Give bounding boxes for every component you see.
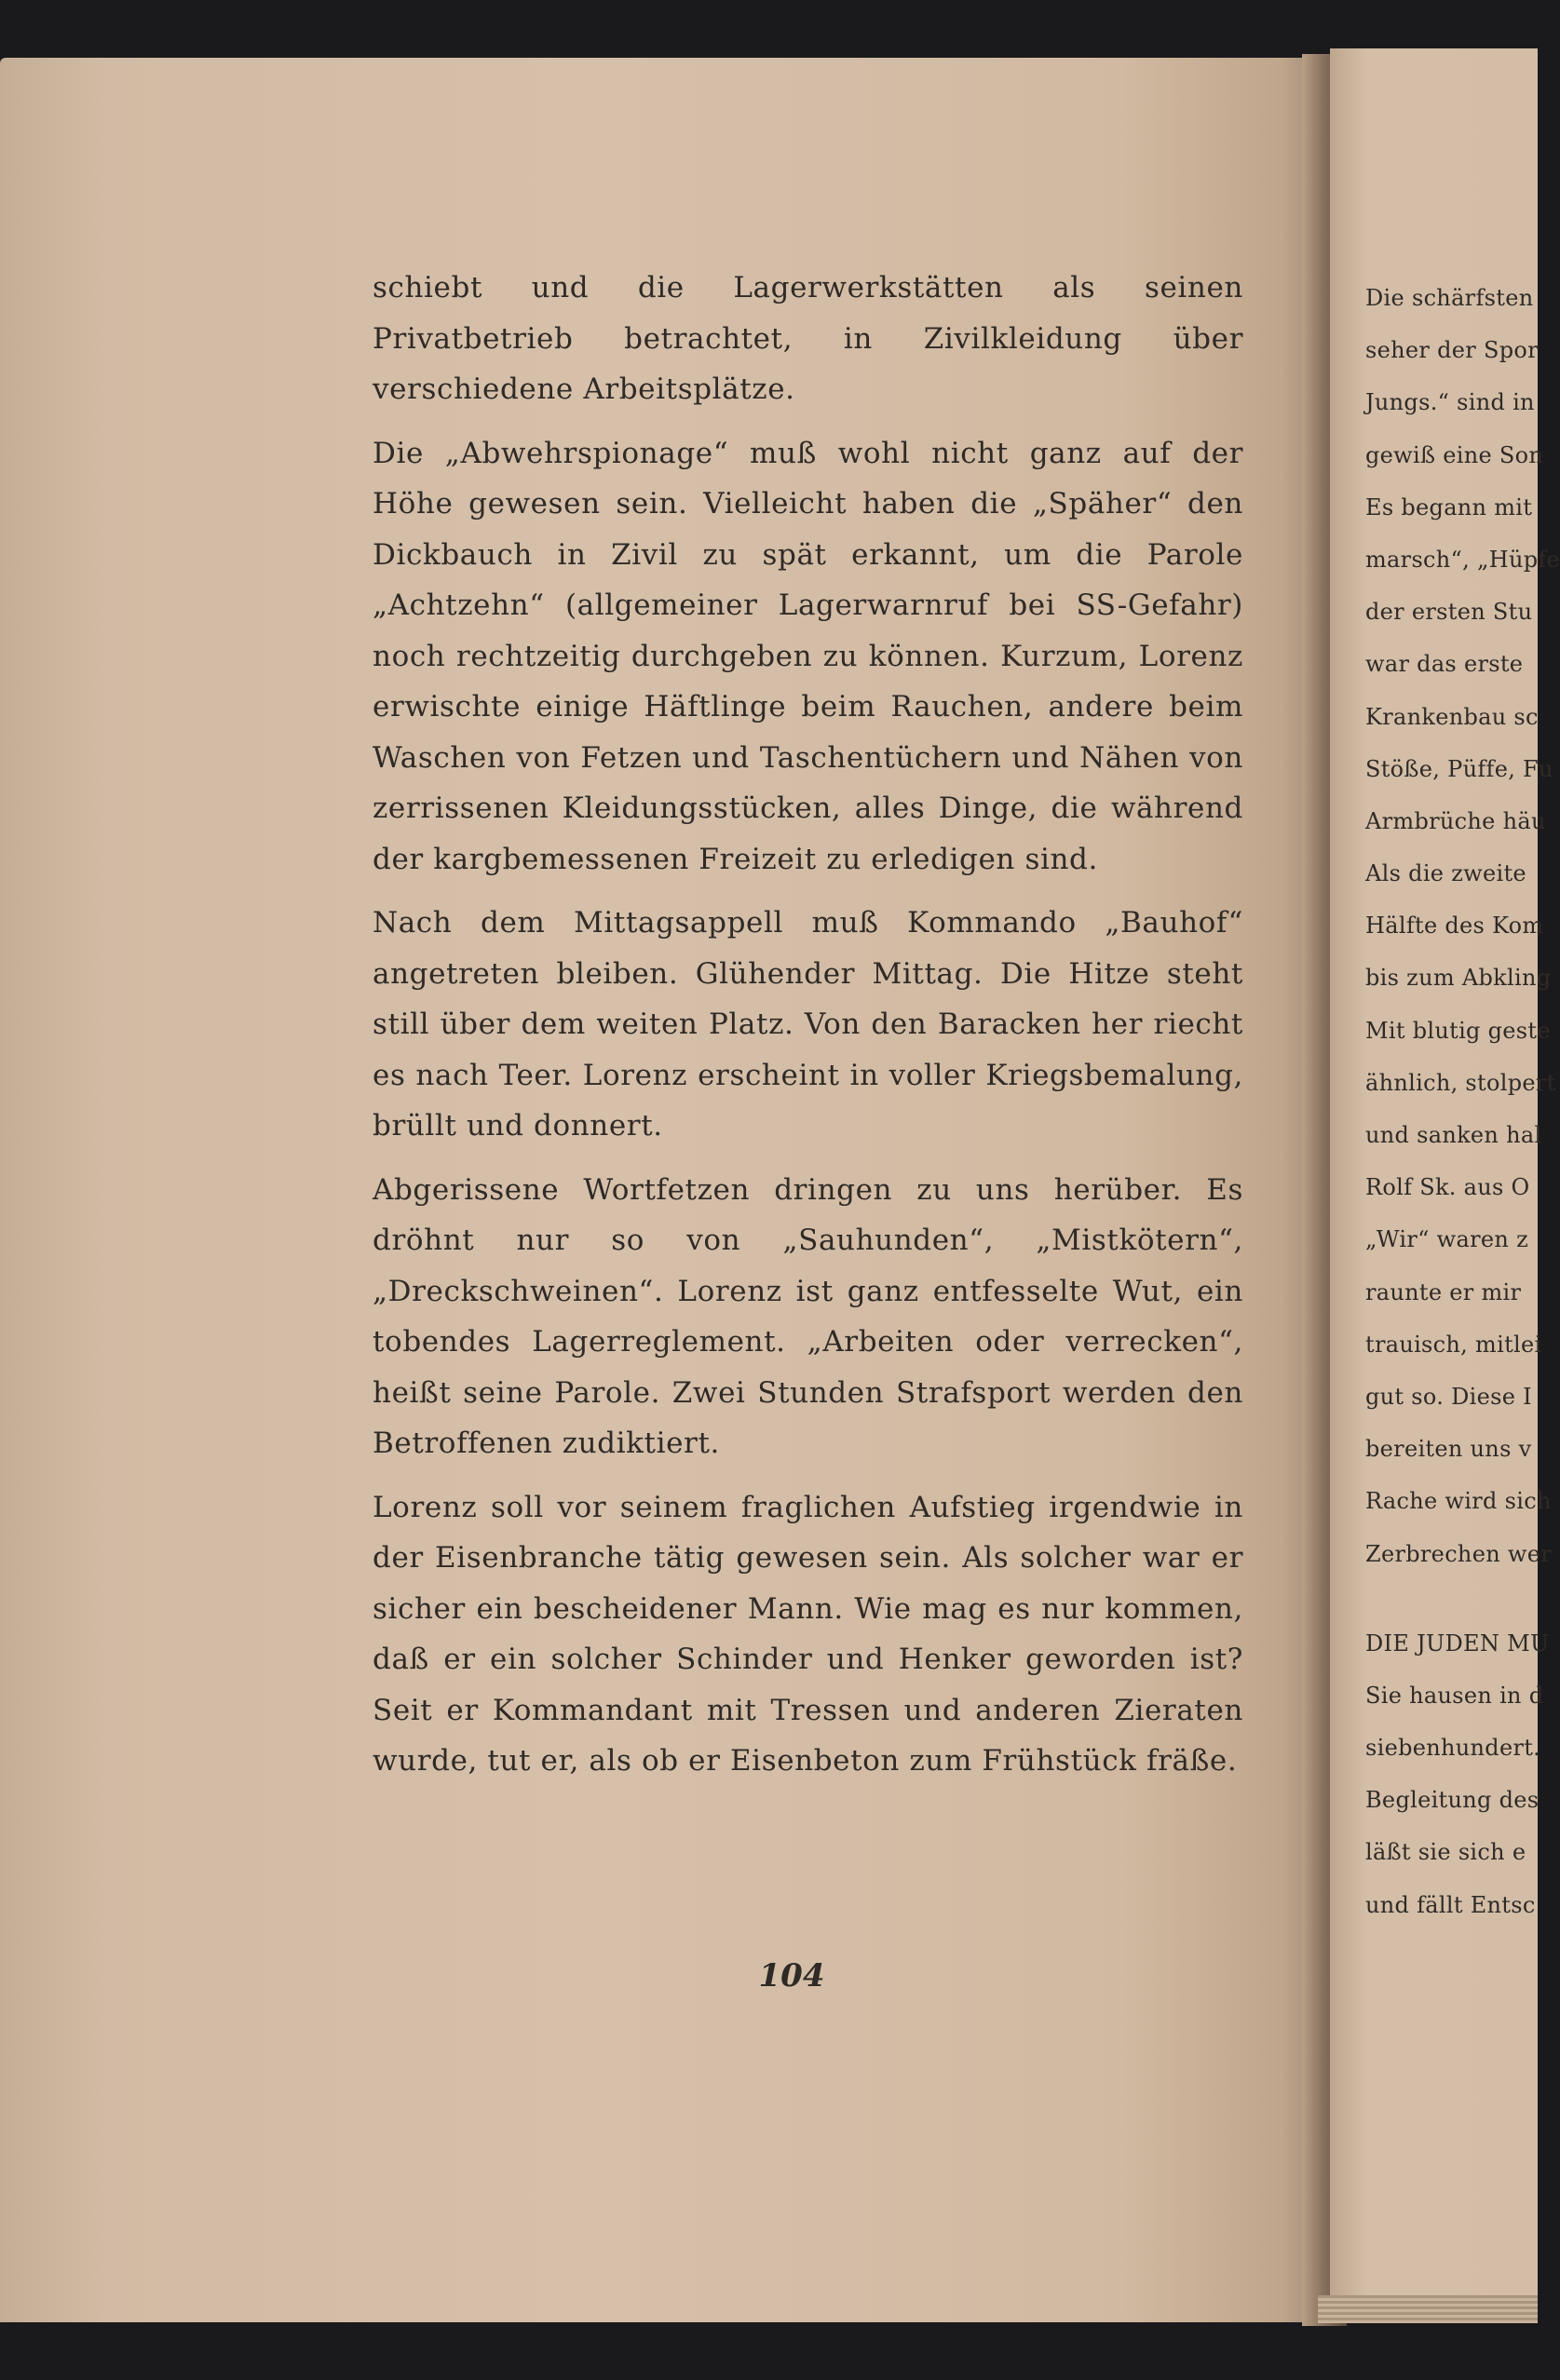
page-number: 104	[758, 1957, 825, 1995]
text-line: bereiten uns v	[1365, 1436, 1532, 1463]
text-line: und sanken hal	[1365, 1122, 1542, 1148]
page-edges	[1318, 2295, 1538, 2323]
text-line: läßt sie sich e	[1365, 1839, 1526, 1866]
left-page-text	[373, 263, 1243, 1800]
text-line: Es begann mit	[1365, 494, 1533, 521]
text-line: Krankenbau sc	[1365, 703, 1539, 730]
text-line: ähnlich, stolpert	[1365, 1069, 1556, 1096]
text-line: der ersten Stu	[1365, 599, 1533, 626]
section-heading: DIE JUDEN MU	[1365, 1629, 1550, 1657]
text-line: Als die zweite	[1365, 860, 1526, 887]
text-line: seher der Spor	[1365, 337, 1539, 364]
text-line: Rache wird sich	[1365, 1488, 1552, 1515]
text-line: Stöße, Püffe, Fu	[1365, 755, 1553, 782]
text-line: Armbrüche häu	[1365, 807, 1546, 834]
right-page-text	[1365, 272, 1560, 1931]
text-line: „Wir“ waren z	[1365, 1226, 1529, 1253]
text-line: war das erste	[1365, 651, 1524, 678]
paragraph: Lorenz soll vor seinem fraglichen Aufstieg irgendwie in der Eisenbranche tätig gewesen sein. Als solcher war er sicher ein bescheidener Mann. Wie mag es nur kommen, daß er ein solcher Schinder und Henker geworden ist? Seit er Kommandant mit Tressen und anderen Zieraten wurde, tut er, als ob er Eisenbeton zum Frühstück fräße.	[373, 1490, 1243, 1778]
text-line: Rolf Sk. aus O	[1365, 1174, 1530, 1201]
text-line: bis zum Abkling	[1365, 965, 1552, 992]
text-line: Jungs.“ sind in	[1365, 389, 1535, 416]
text-line: gewiß eine Son	[1365, 441, 1544, 468]
text-line: und fällt Entsc	[1365, 1891, 1536, 1918]
paragraph: Nach dem Mittagsappell muß Kommando „Bauhof“ angetreten bleiben. Glühender Mittag. Die Hitze steht still über dem weiten Platz. Von den Baracken her riecht es nach Teer. Lorenz erscheint in voller Kriegsbemalung, brüllt und donnert.	[373, 906, 1243, 1143]
paragraph: Abgerissene Wortfetzen dringen zu uns herüber. Es dröhnt nur so von „Sauhunden“, „Mistkötern“, „Dreckschweinen“. Lorenz ist ganz entfesselte Wut, ein tobendes Lagerreglement. „Arbeiten oder verrecken“, heißt seine Parole. Zwei Stunden Strafsport werden den Betroffenen zudiktiert.	[373, 1172, 1243, 1460]
text-line: Hälfte des Kom	[1365, 913, 1544, 940]
text-line: Sie hausen in d	[1365, 1682, 1544, 1709]
text-line: Begleitung des	[1365, 1787, 1540, 1814]
text-line: raunte er mir	[1365, 1278, 1522, 1305]
text-line: trauisch, mitlei	[1365, 1331, 1542, 1358]
text-line: Die schärfsten	[1365, 285, 1534, 311]
paragraph: Die „Abwehrspionage“ muß wohl nicht ganz auf der Höhe gewesen sein. Vielleicht haben die „Späher“ den Dickbauch in Zivil zu spät erkannt, um die Parole „Achtzehn“ (allgemeiner Lagerwarnruf bei SS-Gefahr) noch rechtzeitig durchgeben zu können. Kurzum, Lorenz erwischte einige Häftlinge beim Rauchen, andere beim Waschen von Fetzen und Taschentüchern und Nähen von zerrissenen Kleidungsstücken, alles Dinge, die während der kargbemessenen Freizeit zu erledigen sind.	[373, 436, 1243, 876]
paragraph: schiebt und die Lagerwerkstätten als seinen Privatbetrieb betrachtet, in Zivilkleidung über verschiedene Arbeitsplätze.	[373, 271, 1243, 406]
text-line: gut so. Diese I	[1365, 1383, 1532, 1410]
text-line: marsch“, „Hüpfe	[1365, 546, 1560, 573]
text-line: Zerbrechen wer	[1365, 1540, 1552, 1567]
text-line: siebenhundert.	[1365, 1735, 1541, 1762]
text-line: Mit blutig geste	[1365, 1017, 1551, 1044]
